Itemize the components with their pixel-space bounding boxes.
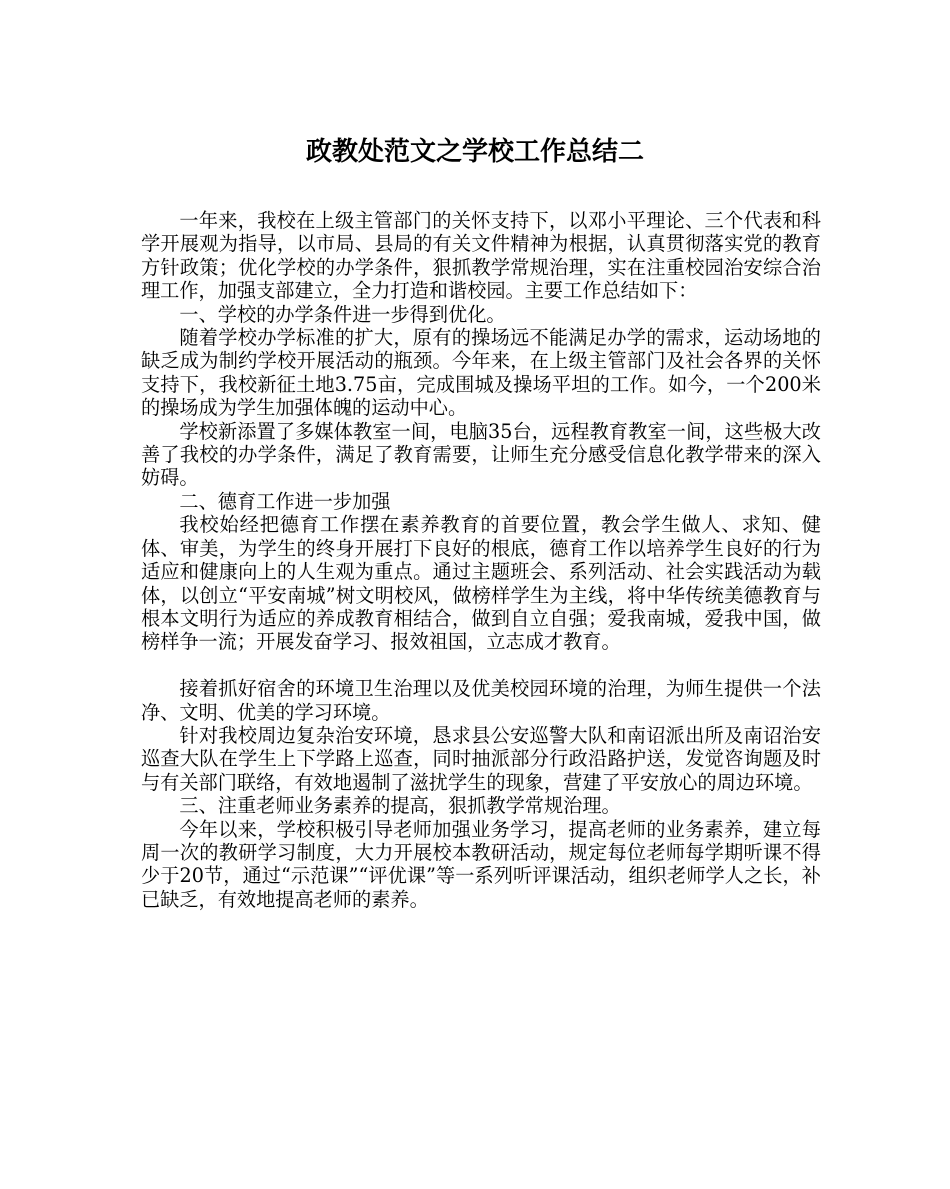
paragraph-teacher-training: 今年以来，学校积极引导老师加强业务学习，提高老师的业务素养，建立每周一次的教研学习制度，大力开展校本教研活动，规定每位老师每学期听课不得少于20节，通过“示范课”“评优课”等一系列听评课活动，组织老师学人之长，补已缺乏，有效地提高老师的素养。 — [141, 817, 821, 911]
heading-section-2: 二、德育工作进一步加强 — [179, 489, 391, 513]
paragraph-spacer — [141, 654, 821, 677]
paragraph-moral-education: 我校始经把德育工作摆在素养教育的首要位置，教会学生做人、求知、健体、审美，为学生的终身开展打下良好的根底，德育工作以培养学生良好的行为适应和健康向上的人生观为重点。通过主题班会、系列活动、社会实践活动为载体，以创立“平安南城”树文明校风，做榜样学生为主线，将中华传统美德教育与根本文明行为适应的养成教育相结合，做到自立自强；爱我南城，爱我中国，做榜样争一流；开展发奋学习、报效祖国，立志成才教育。 — [141, 513, 821, 654]
document-title: 政教处范文之学校工作总结二 — [305, 137, 644, 167]
heading-section-1: 一、学校的办学条件进一步得到优化。 — [179, 302, 506, 326]
heading-section-3: 三、注重老师业务素养的提高，狠抓教学常规治理。 — [179, 794, 621, 818]
paragraph-intro: 一年来，我校在上级主管部门的关怀支持下，以邓小平理论、三个代表和科学开展观为指导，以市局、县局的有关文件精神为根据，认真贯彻落实党的教育方针政策；优化学校的办学条件，狠抓教学常规治理，实在注重校园治安综合治理工作，加强支部建立，全力打造和谐校园。主要工作总结如下： — [141, 209, 821, 303]
document-body — [141, 209, 821, 911]
paragraph-multimedia: 学校新添置了多媒体教室一间，电脑35台，远程教育教室一间，这些极大改善了我校的办学条件，满足了教育需要，让师生充分感受信息化教学带来的深入妨碍。 — [141, 419, 821, 490]
paragraph-dormitory: 接着抓好宿舍的环境卫生治理以及优美校园环境的治理，为师生提供一个法净、文明、优美的学习环境。 — [141, 677, 821, 724]
paragraph-playground: 随着学校办学标准的扩大，原有的操场远不能满足办学的需求，运动场地的缺乏成为制约学校开展活动的瓶颈。今年来，在上级主管部门及社会各界的关怀支持下，我校新征土地3.75亩，完成围城及操场平坦的工作。如今，一个200米的操场成为学生加强体魄的运动中心。 — [141, 326, 821, 420]
paragraph-security: 针对我校周边复杂治安环境，恳求县公安巡警大队和南诏派出所及南诏治安巡查大队在学生上下学路上巡查，同时抽派部分行政沿路护送，发觉咨询题及时与有关部门联络，有效地遏制了滋扰学生的现象，营建了平安放心的周边环境。 — [141, 723, 821, 794]
